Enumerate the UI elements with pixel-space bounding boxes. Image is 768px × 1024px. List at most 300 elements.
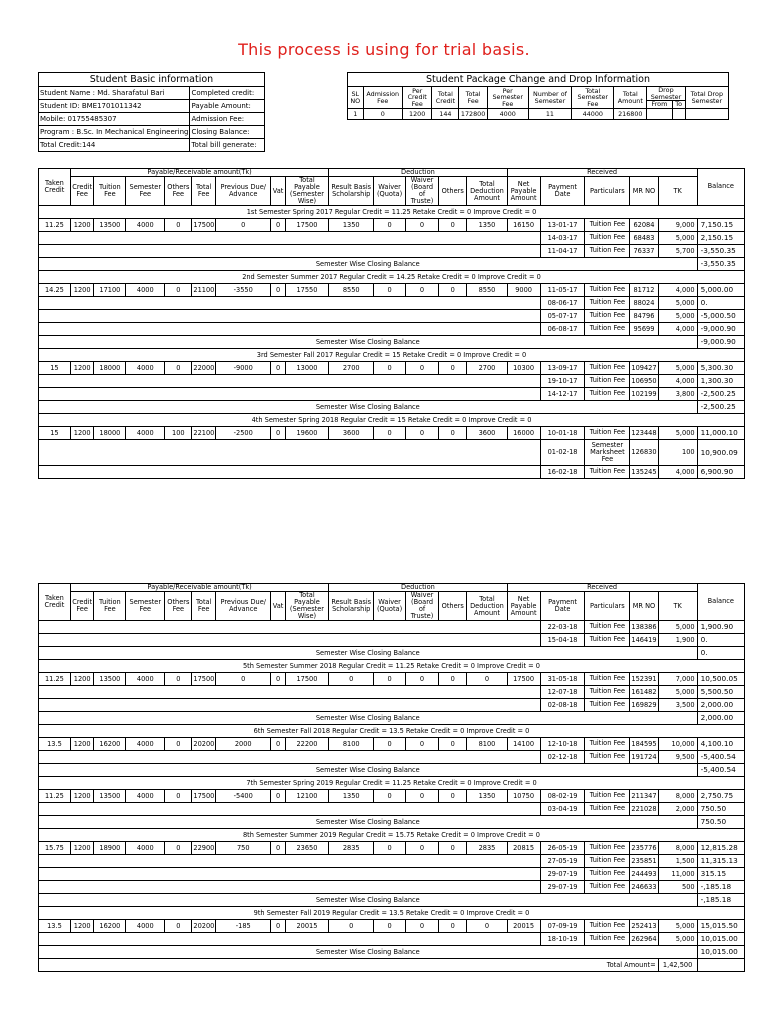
fee-cell: 0 <box>406 218 439 231</box>
ledger-table-page1 <box>38 168 745 479</box>
pkg-cell: 4000 <box>487 109 528 120</box>
fee-cell: 0 <box>439 789 467 802</box>
payment-date: 11-05-17 <box>540 283 585 296</box>
empty-cell <box>39 387 541 400</box>
particulars: Tuition Fee <box>585 932 630 945</box>
particulars: Tuition Fee <box>585 244 630 257</box>
fee-cell: 1200 <box>70 841 94 854</box>
mr-no: 95699 <box>630 322 658 335</box>
pkg-cell: 1 <box>348 109 364 120</box>
fee-cell: 0 <box>406 672 439 685</box>
closing-balance-label: Semester Wise Closing Balance <box>39 711 698 724</box>
paid-tk: 5,000 <box>658 919 697 932</box>
student-id: Student ID: BME1701011342 <box>39 100 190 113</box>
total-bill-generate: Total bill generate: <box>190 139 265 152</box>
mr-no: 235776 <box>630 841 658 854</box>
fee-cell: 23650 <box>285 841 329 854</box>
paid-tk: 4,000 <box>658 374 697 387</box>
fee-cell: 0 <box>271 672 285 685</box>
paid-tk: 4,000 <box>658 322 697 335</box>
fee-cell: 4000 <box>126 283 165 296</box>
fee-cell: -9000 <box>216 361 271 374</box>
fee-cell: 0 <box>406 283 439 296</box>
closing-balance-value: -9,000.90 <box>697 335 744 348</box>
fee-cell: 0 <box>439 841 467 854</box>
fee-cell: 0 <box>374 361 406 374</box>
payment-date: 01-02-18 <box>540 439 585 465</box>
semester-header: 4th Semester Spring 2018 Regular Credit = 15 Retake Credit = 0 Improve Credit = 0 <box>39 413 745 426</box>
payment-date: 08-06-17 <box>540 296 585 309</box>
fee-cell: 0 <box>271 283 285 296</box>
pkg-header: SL NO <box>348 87 364 109</box>
empty-cell <box>39 296 541 309</box>
fee-cell: 13.5 <box>39 737 71 750</box>
col-header: Particulars <box>585 177 630 206</box>
total-credit: Total Credit:144 <box>39 139 190 152</box>
fee-cell: 1350 <box>467 218 507 231</box>
mr-no: 235851 <box>630 854 658 867</box>
payable-group-header: Payable/Receivable amount(Tk) <box>70 169 328 177</box>
payment-date: 06-08-17 <box>540 322 585 335</box>
total-amount-value: 1,42,500 <box>658 958 697 971</box>
received-group-header: Received <box>507 584 697 592</box>
mr-no: 184595 <box>630 737 658 750</box>
semester-header: 2nd Semester Summer 2017 Regular Credit = 14.25 Retake Credit = 0 Improve Credit = 0 <box>39 270 745 283</box>
col-header: Previous Due/ Advance <box>216 592 271 621</box>
payment-date: 13-09-17 <box>540 361 585 374</box>
particulars: Semester Marksheet Fee <box>585 439 630 465</box>
fee-cell: 0 <box>165 841 192 854</box>
fee-cell: 0 <box>165 919 192 932</box>
fee-cell: 2835 <box>329 841 374 854</box>
fee-cell: 19600 <box>285 426 329 439</box>
fee-cell: 17500 <box>192 789 216 802</box>
mr-no: 106950 <box>630 374 658 387</box>
fee-cell: 17500 <box>285 218 329 231</box>
fee-cell: 0 <box>406 919 439 932</box>
empty-cell <box>39 880 541 893</box>
col-header: Taken Credit <box>39 169 71 206</box>
mr-no: 138386 <box>630 620 658 633</box>
empty-cell <box>39 374 541 387</box>
mr-no: 109427 <box>630 361 658 374</box>
payment-date: 12-10-18 <box>540 737 585 750</box>
package-drop-info <box>347 72 729 120</box>
payment-date: 19-10-17 <box>540 374 585 387</box>
fee-cell: 0 <box>271 789 285 802</box>
semester-header: 1st Semester Spring 2017 Regular Credit = 11.25 Retake Credit = 0 Improve Credit = 0 <box>39 205 745 218</box>
fee-cell: 20815 <box>507 841 540 854</box>
fee-cell: 15 <box>39 361 71 374</box>
fee-cell: 20200 <box>192 737 216 750</box>
paid-tk: 3,500 <box>658 698 697 711</box>
fee-cell: 0 <box>271 841 285 854</box>
fee-cell: 2700 <box>467 361 507 374</box>
fee-cell: 17500 <box>285 672 329 685</box>
fee-cell: 16150 <box>507 218 540 231</box>
paid-tk: 3,800 <box>658 387 697 400</box>
fee-cell: 0 <box>329 919 374 932</box>
fee-cell: 8100 <box>329 737 374 750</box>
pkg-cell: 172800 <box>459 109 487 120</box>
payment-date: 10-01-18 <box>540 426 585 439</box>
closing-balance-value: -5,400.54 <box>697 763 744 776</box>
row-balance: 2,150.15 <box>697 231 744 244</box>
paid-tk: 11,000 <box>658 867 697 880</box>
empty-cell <box>39 802 541 815</box>
col-header: Waiver (Quota) <box>374 177 406 206</box>
fee-cell: 750 <box>216 841 271 854</box>
mr-no: 102199 <box>630 387 658 400</box>
row-balance: 1,900.90 <box>697 620 744 633</box>
fee-cell: 17500 <box>192 218 216 231</box>
semester-header: 3rd Semester Fall 2017 Regular Credit = 15 Retake Credit = 0 Improve Credit = 0 <box>39 348 745 361</box>
mr-no: 221028 <box>630 802 658 815</box>
mr-no: 244493 <box>630 867 658 880</box>
fee-cell: 0 <box>165 218 192 231</box>
col-header: Taken Credit <box>39 584 71 621</box>
fee-cell: 0 <box>439 218 467 231</box>
particulars: Tuition Fee <box>585 854 630 867</box>
fee-cell: 0 <box>374 789 406 802</box>
pkg-header: Total Semester Fee <box>572 87 614 109</box>
paid-tk: 2,000 <box>658 802 697 815</box>
row-balance: 11,315.13 <box>697 854 744 867</box>
fee-cell: 0 <box>216 218 271 231</box>
fee-cell: 0 <box>406 361 439 374</box>
particulars: Tuition Fee <box>585 426 630 439</box>
fee-cell: 1350 <box>467 789 507 802</box>
fee-cell: 1200 <box>70 919 94 932</box>
closing-balance-label: Semester Wise Closing Balance <box>39 335 698 348</box>
payment-date: 05-07-17 <box>540 309 585 322</box>
row-balance: -5,000.50 <box>697 309 744 322</box>
empty-cell <box>39 322 541 335</box>
col-header: Others <box>439 592 467 621</box>
payment-date: 31-05-18 <box>540 672 585 685</box>
col-header: Payment Date <box>540 592 585 621</box>
payment-date: 22-03-18 <box>540 620 585 633</box>
col-header: Total Deduction Amount <box>467 177 507 206</box>
pkg-cell: 44000 <box>572 109 614 120</box>
paid-tk: 5,000 <box>658 296 697 309</box>
fee-cell: 0 <box>271 737 285 750</box>
col-header: Previous Due/ Advance <box>216 177 271 206</box>
pkg-cell: 1200 <box>402 109 431 120</box>
fee-cell: 0 <box>374 283 406 296</box>
paid-tk: 5,000 <box>658 620 697 633</box>
particulars: Tuition Fee <box>585 672 630 685</box>
paid-tk: 4,000 <box>658 283 697 296</box>
payment-date: 11-04-17 <box>540 244 585 257</box>
fee-cell: 17100 <box>94 283 126 296</box>
paid-tk: 9,000 <box>658 218 697 231</box>
particulars: Tuition Fee <box>585 231 630 244</box>
mr-no: 246633 <box>630 880 658 893</box>
fee-cell: 4000 <box>126 361 165 374</box>
fee-cell: 4000 <box>126 426 165 439</box>
pkg-cell: 11 <box>528 109 572 120</box>
pkg-header: Per Semester Fee <box>487 87 528 109</box>
fee-cell: -3550 <box>216 283 271 296</box>
col-header: Total Deduction Amount <box>467 592 507 621</box>
fee-cell: 13000 <box>285 361 329 374</box>
fee-cell: 17550 <box>285 283 329 296</box>
fee-cell: 4000 <box>126 919 165 932</box>
paid-tk: 5,000 <box>658 231 697 244</box>
closing-balance-label: Semester Wise Closing Balance <box>39 763 698 776</box>
fee-cell: 22200 <box>285 737 329 750</box>
particulars: Tuition Fee <box>585 841 630 854</box>
pkg-cell: 216800 <box>614 109 647 120</box>
fee-cell: 0 <box>439 919 467 932</box>
particulars: Tuition Fee <box>585 789 630 802</box>
col-header: Tuition Fee <box>94 177 126 206</box>
row-balance: -5,400.54 <box>697 750 744 763</box>
fee-cell: 16000 <box>507 426 540 439</box>
fee-cell: 0 <box>165 737 192 750</box>
row-balance: -2,500.25 <box>697 387 744 400</box>
paid-tk: 4,000 <box>658 465 697 478</box>
basic-info-title: Student Basic information <box>39 73 265 87</box>
completed-credit: Completed credit: <box>190 87 265 100</box>
row-balance: 0. <box>697 633 744 646</box>
pkg-header: Drop Semester <box>647 87 685 101</box>
empty-cell <box>39 750 541 763</box>
paid-tk: 10,000 <box>658 737 697 750</box>
student-name: Student Name : Md. Sharafatul Bari <box>39 87 190 100</box>
fee-cell: 18000 <box>94 361 126 374</box>
row-balance: 4,100.10 <box>697 737 744 750</box>
fee-cell: 4000 <box>126 672 165 685</box>
fee-cell: 0 <box>406 841 439 854</box>
col-header: Vat <box>271 177 285 206</box>
closing-balance-value: -,185.18 <box>697 893 744 906</box>
fee-cell: 17500 <box>507 672 540 685</box>
col-header: Others Fee <box>165 592 192 621</box>
empty-cell <box>39 698 541 711</box>
mr-no: 126830 <box>630 439 658 465</box>
fee-cell: 8550 <box>329 283 374 296</box>
paid-tk: 8,000 <box>658 789 697 802</box>
col-header: Result Basis Scholarship <box>329 592 374 621</box>
fee-cell: 0 <box>374 426 406 439</box>
particulars: Tuition Fee <box>585 633 630 646</box>
fee-cell: 13500 <box>94 789 126 802</box>
fee-cell: 0 <box>439 283 467 296</box>
fee-cell: 0 <box>271 426 285 439</box>
mr-no: 81712 <box>630 283 658 296</box>
fee-cell: 14.25 <box>39 283 71 296</box>
fee-cell: 0 <box>374 919 406 932</box>
total-empty <box>697 958 744 971</box>
mr-no: 161482 <box>630 685 658 698</box>
admission-fee: Admission Fee: <box>190 113 265 126</box>
col-header: MR NO <box>630 177 658 206</box>
col-header: Credit Fee <box>70 177 94 206</box>
pkg-header: Admission Fee <box>363 87 402 109</box>
fee-cell: 0 <box>439 672 467 685</box>
fee-cell: 9000 <box>507 283 540 296</box>
fee-cell: 0 <box>374 672 406 685</box>
pkg-cell <box>647 109 672 120</box>
fee-cell: 0 <box>467 672 507 685</box>
fee-cell: 18900 <box>94 841 126 854</box>
semester-header: 6th Semester Fall 2018 Regular Credit = 13.5 Retake Credit = 0 Improve Credit = 0 <box>39 724 745 737</box>
payment-date: 16-02-18 <box>540 465 585 478</box>
particulars: Tuition Fee <box>585 919 630 932</box>
empty-cell <box>39 620 541 633</box>
row-balance: 2,000.00 <box>697 698 744 711</box>
fee-cell: 8550 <box>467 283 507 296</box>
col-header: Net Payable Amount <box>507 592 540 621</box>
fee-cell: 1200 <box>70 283 94 296</box>
empty-cell <box>39 685 541 698</box>
col-header: Payment Date <box>540 177 585 206</box>
pkg-header: Number of Semester <box>528 87 572 109</box>
payment-date: 15-04-18 <box>540 633 585 646</box>
fee-cell: 11.25 <box>39 218 71 231</box>
trial-banner: This process is using for trial basis. <box>238 40 530 59</box>
empty-cell <box>39 465 541 478</box>
col-header: Waiver (Board of Truste) <box>406 177 439 206</box>
student-basic-info <box>38 72 265 152</box>
mr-no: 62084 <box>630 218 658 231</box>
paid-tk: 9,500 <box>658 750 697 763</box>
row-balance: 1,300.30 <box>697 374 744 387</box>
fee-cell: 14100 <box>507 737 540 750</box>
fee-cell: 11.25 <box>39 672 71 685</box>
program: Program : B.Sc. In Mechanical Engineering <box>39 126 190 139</box>
fee-cell: 3600 <box>329 426 374 439</box>
fee-cell: -2500 <box>216 426 271 439</box>
fee-cell: 1200 <box>70 426 94 439</box>
fee-cell: 4000 <box>126 218 165 231</box>
col-header: TK <box>658 177 697 206</box>
row-balance: 10,500.05 <box>697 672 744 685</box>
row-balance: 5,300.30 <box>697 361 744 374</box>
row-balance: 0. <box>697 296 744 309</box>
fee-cell: 2700 <box>329 361 374 374</box>
mr-no: 76337 <box>630 244 658 257</box>
col-header: Waiver (Quota) <box>374 592 406 621</box>
paid-tk: 7,000 <box>658 672 697 685</box>
fee-cell: 0 <box>439 361 467 374</box>
col-header: Vat <box>271 592 285 621</box>
col-header: Balance <box>697 584 744 621</box>
payment-date: 14-12-17 <box>540 387 585 400</box>
fee-cell: 2835 <box>467 841 507 854</box>
row-balance: 750.50 <box>697 802 744 815</box>
fee-cell: 20015 <box>507 919 540 932</box>
fee-cell: 4000 <box>126 737 165 750</box>
semester-header: 9th Semester Fall 2019 Regular Credit = 13.5 Retake Credit = 0 Improve Credit = 0 <box>39 906 745 919</box>
fee-cell: 12100 <box>285 789 329 802</box>
col-header: Result Basis Scholarship <box>329 177 374 206</box>
closing-balance-label: Semester Wise Closing Balance <box>39 257 698 270</box>
fee-cell: 22100 <box>192 426 216 439</box>
closing-balance-value: -2,500.25 <box>697 400 744 413</box>
closing-balance-value: -3,550.35 <box>697 257 744 270</box>
closing-balance-value: 2,000.00 <box>697 711 744 724</box>
fee-cell: 1200 <box>70 737 94 750</box>
payment-date: 12-07-18 <box>540 685 585 698</box>
fee-cell: 15 <box>39 426 71 439</box>
fee-cell: 1350 <box>329 789 374 802</box>
empty-cell <box>39 633 541 646</box>
fee-cell: 18000 <box>94 426 126 439</box>
empty-cell <box>39 439 541 465</box>
fee-cell: 21100 <box>192 283 216 296</box>
col-header: Tuition Fee <box>94 592 126 621</box>
closing-balance-label: Semester Wise Closing Balance <box>39 400 698 413</box>
closing-balance-value: 10,015.00 <box>697 945 744 958</box>
fee-cell: 0 <box>467 919 507 932</box>
fee-cell: 4000 <box>126 789 165 802</box>
closing-balance-value: 0. <box>697 646 744 659</box>
fee-cell: 1200 <box>70 361 94 374</box>
fee-cell: 10300 <box>507 361 540 374</box>
col-header: Particulars <box>585 592 630 621</box>
row-balance: -9,000.90 <box>697 322 744 335</box>
paid-tk: 500 <box>658 880 697 893</box>
pkg-cell: 144 <box>432 109 459 120</box>
payment-date: 02-12-18 <box>540 750 585 763</box>
row-balance: 10,900.09 <box>697 439 744 465</box>
paid-tk: 1,500 <box>658 854 697 867</box>
particulars: Tuition Fee <box>585 750 630 763</box>
fee-cell: 0 <box>216 672 271 685</box>
pkg-header: Total Drop Semester <box>685 87 728 109</box>
particulars: Tuition Fee <box>585 698 630 711</box>
package-title: Student Package Change and Drop Information <box>348 73 729 87</box>
row-balance: -3,550.35 <box>697 244 744 257</box>
col-header: TK <box>658 592 697 621</box>
fee-cell: 0 <box>271 218 285 231</box>
col-header: Semester Fee <box>126 592 165 621</box>
paid-tk: 100 <box>658 439 697 465</box>
fee-cell: 22000 <box>192 361 216 374</box>
fee-cell: -185 <box>216 919 271 932</box>
paid-tk: 8,000 <box>658 841 697 854</box>
fee-cell: 0 <box>271 361 285 374</box>
col-header: MR NO <box>630 592 658 621</box>
semester-header: 7th Semester Spring 2019 Regular Credit = 11.25 Retake Credit = 0 Improve Credit = 0 <box>39 776 745 789</box>
particulars: Tuition Fee <box>585 218 630 231</box>
fee-cell: 1200 <box>70 218 94 231</box>
total-amount-label: Total Amount= <box>39 958 659 971</box>
empty-cell <box>39 854 541 867</box>
paid-tk: 5,000 <box>658 426 697 439</box>
fee-cell: 22900 <box>192 841 216 854</box>
fee-cell: 1350 <box>329 218 374 231</box>
fee-cell: 0 <box>165 789 192 802</box>
row-balance: 5,500.50 <box>697 685 744 698</box>
fee-cell: 10750 <box>507 789 540 802</box>
closing-balance-label: Semester Wise Closing Balance <box>39 893 698 906</box>
drop-to: To <box>672 101 685 109</box>
particulars: Tuition Fee <box>585 465 630 478</box>
pkg-header: Total Fee <box>459 87 487 109</box>
paid-tk: 5,000 <box>658 685 697 698</box>
mobile: Mobile: 01755485307 <box>39 113 190 126</box>
closing-balance-label: Semester Wise Closing Balance <box>39 945 698 958</box>
mr-no: 123448 <box>630 426 658 439</box>
row-balance: 2,750.75 <box>697 789 744 802</box>
mr-no: 252413 <box>630 919 658 932</box>
semester-header: 5th Semester Summer 2018 Regular Credit = 11.25 Retake Credit = 0 Improve Credit = 0 <box>39 659 745 672</box>
fee-cell: 20200 <box>192 919 216 932</box>
